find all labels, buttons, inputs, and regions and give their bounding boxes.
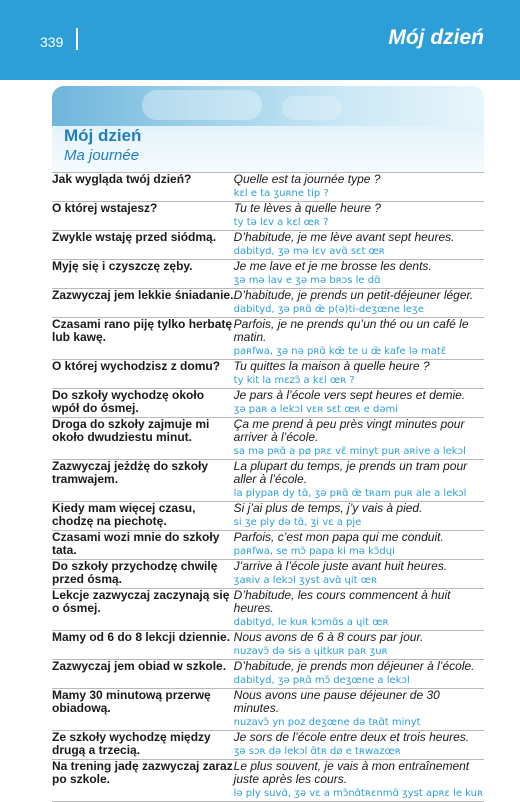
page-number: 339 — [40, 34, 64, 50]
french-cell — [234, 589, 484, 631]
photo-highlight — [142, 90, 262, 120]
phonetic-transcription: ʒaʀiv a lekɔl ʒyst avɑ̃ ɥit œʀ — [233, 575, 378, 586]
french-phrase: Le plus souvent, je vais à mon entraînement juste après les cours. — [233, 759, 470, 786]
polish-phrase: Czasami wozi mnie do szkoły tata. — [52, 531, 234, 560]
phrase-row — [52, 173, 484, 202]
french-phrase: Je me lave et je me brosse les dents. — [233, 259, 432, 273]
phrase-row — [52, 231, 484, 260]
french-cell — [234, 460, 484, 502]
polish-phrase: Na trening jadę zazwyczaj zaraz po szkole. — [52, 760, 234, 802]
french-cell — [234, 531, 484, 560]
french-phrase: D’habitude, je me lève avant sept heures. — [233, 230, 455, 244]
polish-phrase: Lekcje zazwyczaj zaczynają się o ósmej. — [52, 589, 234, 631]
polish-phrase: Mamy od 6 do 8 lekcji dziennie. — [52, 631, 234, 660]
phrase-row — [52, 689, 484, 731]
section-header-box — [52, 86, 484, 172]
phonetic-transcription: dabityd, ʒə mə lɛv avɑ̃ sɛt œʀ — [233, 246, 385, 257]
french-cell — [234, 760, 484, 802]
polish-phrase: Czasami rano piję tylko herbatę lub kawę. — [52, 318, 234, 360]
phonetic-transcription: dabityd, ʒə pʀɑ̃ mɔ̃ deʒœne a lekɔl — [233, 675, 410, 686]
phrase-row — [52, 589, 484, 631]
phonetic-transcription: nuzavɔ̃ də sis a ɥitkuʀ paʀ ʒuʀ — [233, 646, 388, 657]
french-phrase: Si j’ai plus de temps, j’y vais à pied. — [233, 501, 423, 515]
photo-highlight-secondary — [282, 96, 342, 120]
french-cell — [234, 202, 484, 231]
french-phrase: Tu quittes la maison à quelle heure ? — [233, 359, 430, 373]
section-subtitle: Ma journée — [64, 147, 140, 164]
french-cell — [234, 360, 484, 389]
french-phrase: Parfois, c’est mon papa qui me conduit. — [233, 530, 444, 544]
french-cell — [234, 231, 484, 260]
header-band — [0, 0, 520, 80]
phonetic-transcription: paʀfwa, se mɔ̃ papa ki mə kɔ̃dɥi — [233, 546, 395, 557]
phonetic-transcription: si ʒe ply də tɑ̃, ʒi vɛ a pje — [233, 517, 362, 528]
french-phrase: Je pars à l’école vers sept heures et demie. — [233, 388, 466, 402]
french-phrase: Ça me prend à peu près vingt minutes pour arriver à l’école. — [233, 417, 465, 444]
phonetic-transcription: lə ply suvɑ̃, ʒə vɛ a mɔ̃nɑ̃tʀɛnmɑ̃ ʒyst apʀɛ le kuʀ — [233, 788, 484, 799]
polish-phrase: Zwykle wstaję przed siódmą. — [52, 231, 234, 260]
phonetic-transcription: la plypaʀ dy tɑ̃, ʒə pʀɑ̃ œ̃ tʀam puʀ ale a lekɔl — [233, 488, 467, 499]
phrase-row — [52, 360, 484, 389]
polish-phrase: Zazwyczaj jeżdżę do szkoły tramwajem. — [52, 460, 234, 502]
french-cell — [234, 631, 484, 660]
phonetic-transcription: ʒə paʀ a lekɔl vɛʀ sɛt œʀ e dəmi — [233, 404, 398, 415]
phrase-row — [52, 502, 484, 531]
french-phrase: Nous avons une pause déjeuner de 30 minutes. — [233, 688, 440, 715]
french-cell — [234, 260, 484, 289]
french-cell — [234, 318, 484, 360]
french-phrase: Quelle est ta journée type ? — [233, 172, 381, 186]
phrase-row — [52, 631, 484, 660]
french-phrase: D’habitude, je prends mon déjeuner à l’école. — [233, 659, 475, 673]
polish-phrase: Jak wygląda twój dzień? — [52, 173, 234, 202]
phonetic-transcription: ʒə mə lav e ʒə mə bʀɔs le dɑ̃ — [233, 275, 381, 286]
french-cell — [234, 660, 484, 689]
french-phrase: D’habitude, les cours commencent à huit heures. — [233, 588, 451, 615]
phrase-row — [52, 660, 484, 689]
phrase-row — [52, 560, 484, 589]
french-phrase: Je sors de l’école entre deux et trois heures. — [233, 730, 470, 744]
polish-phrase: Zazwyczaj jem obiad w szkole. — [52, 660, 234, 689]
polish-phrase: Do szkoły przychodzę chwilę przed ósmą. — [52, 560, 234, 589]
french-cell — [234, 731, 484, 760]
phonetic-transcription: nuzavɔ̃ yn poz deʒœne də tʀɑ̃t minyt — [233, 717, 421, 728]
polish-phrase: O której wstajesz? — [52, 202, 234, 231]
header-divider — [76, 28, 78, 50]
phrase-row — [52, 760, 484, 802]
phrase-row — [52, 418, 484, 460]
phonetic-transcription: ty kit la mɛzɔ̃ a kɛl œʀ ? — [233, 375, 355, 386]
polish-phrase: Zazwyczaj jem lekkie śniadanie. — [52, 289, 234, 318]
polish-phrase: Myję się i czyszczę zęby. — [52, 260, 234, 289]
phrase-row — [52, 289, 484, 318]
french-phrase: D’habitude, je prends un petit-déjeuner léger. — [233, 288, 474, 302]
phonetic-transcription: ty tə lɛv a kɛl œʀ ? — [233, 217, 329, 228]
phrase-row — [52, 531, 484, 560]
phonetic-transcription: kɛl e ta ʒuʀne tip ? — [233, 188, 329, 199]
section-title: Mój dzień — [64, 126, 142, 145]
phrase-row — [52, 731, 484, 760]
polish-phrase: Mamy 30 minutową przerwę obiadową. — [52, 689, 234, 731]
phonetic-transcription: ʒə sɔʀ də lekɔl ɑ̃tʀ dø e tʀwazœʀ — [233, 746, 401, 757]
phrase-row — [52, 260, 484, 289]
polish-phrase: Kiedy mam więcej czasu, chodzę na piechotę. — [52, 502, 234, 531]
phrase-row — [52, 318, 484, 360]
polish-phrase: Ze szkoły wychodzę między drugą a trzecią. — [52, 731, 234, 760]
french-phrase: J’arrive à l’école juste avant huit heures. — [233, 559, 448, 573]
phrase-table — [52, 172, 484, 802]
phrase-row — [52, 460, 484, 502]
phonetic-transcription: sa mə pʀɑ̃ a pø pʀɛ vɛ̃ minyt puʀ aʀive a lekɔl — [233, 446, 466, 457]
french-cell — [234, 418, 484, 460]
polish-phrase: Do szkoły wychodzę około wpół do ósmej. — [52, 389, 234, 418]
french-cell — [234, 173, 484, 202]
decorative-photo — [52, 86, 484, 126]
french-phrase: Nous avons de 6 à 8 cours par jour. — [233, 630, 424, 644]
polish-phrase: O której wychodzisz z domu? — [52, 360, 234, 389]
polish-phrase: Droga do szkoły zajmuje mi około dwudziestu minut. — [52, 418, 234, 460]
phrase-row — [52, 202, 484, 231]
phrase-row — [52, 389, 484, 418]
phonetic-transcription: paʀfwa, ʒə nə pʀɑ̃ kœ̃ te u œ̃ kafe lə matɛ̃ — [233, 346, 447, 357]
french-phrase: Parfois, je ne prends qu’un thé ou un café le matin. — [233, 317, 469, 344]
french-phrase: Tu te lèves à quelle heure ? — [233, 201, 381, 215]
phonetic-transcription: dabityd, ʒə pʀɑ̃ œ̃ p(ə)ti-deʒœne leʒe — [233, 304, 424, 315]
french-cell — [234, 502, 484, 531]
french-phrase: La plupart du temps, je prends un tram pour aller à l’école. — [233, 459, 468, 486]
french-cell — [234, 389, 484, 418]
french-cell — [234, 689, 484, 731]
french-cell — [234, 560, 484, 589]
chapter-title: Mój dzień — [388, 26, 484, 49]
french-cell — [234, 289, 484, 318]
phonetic-transcription: dabityd, le kuʀ kɔmɑ̃s a ɥit œʀ — [233, 617, 389, 628]
